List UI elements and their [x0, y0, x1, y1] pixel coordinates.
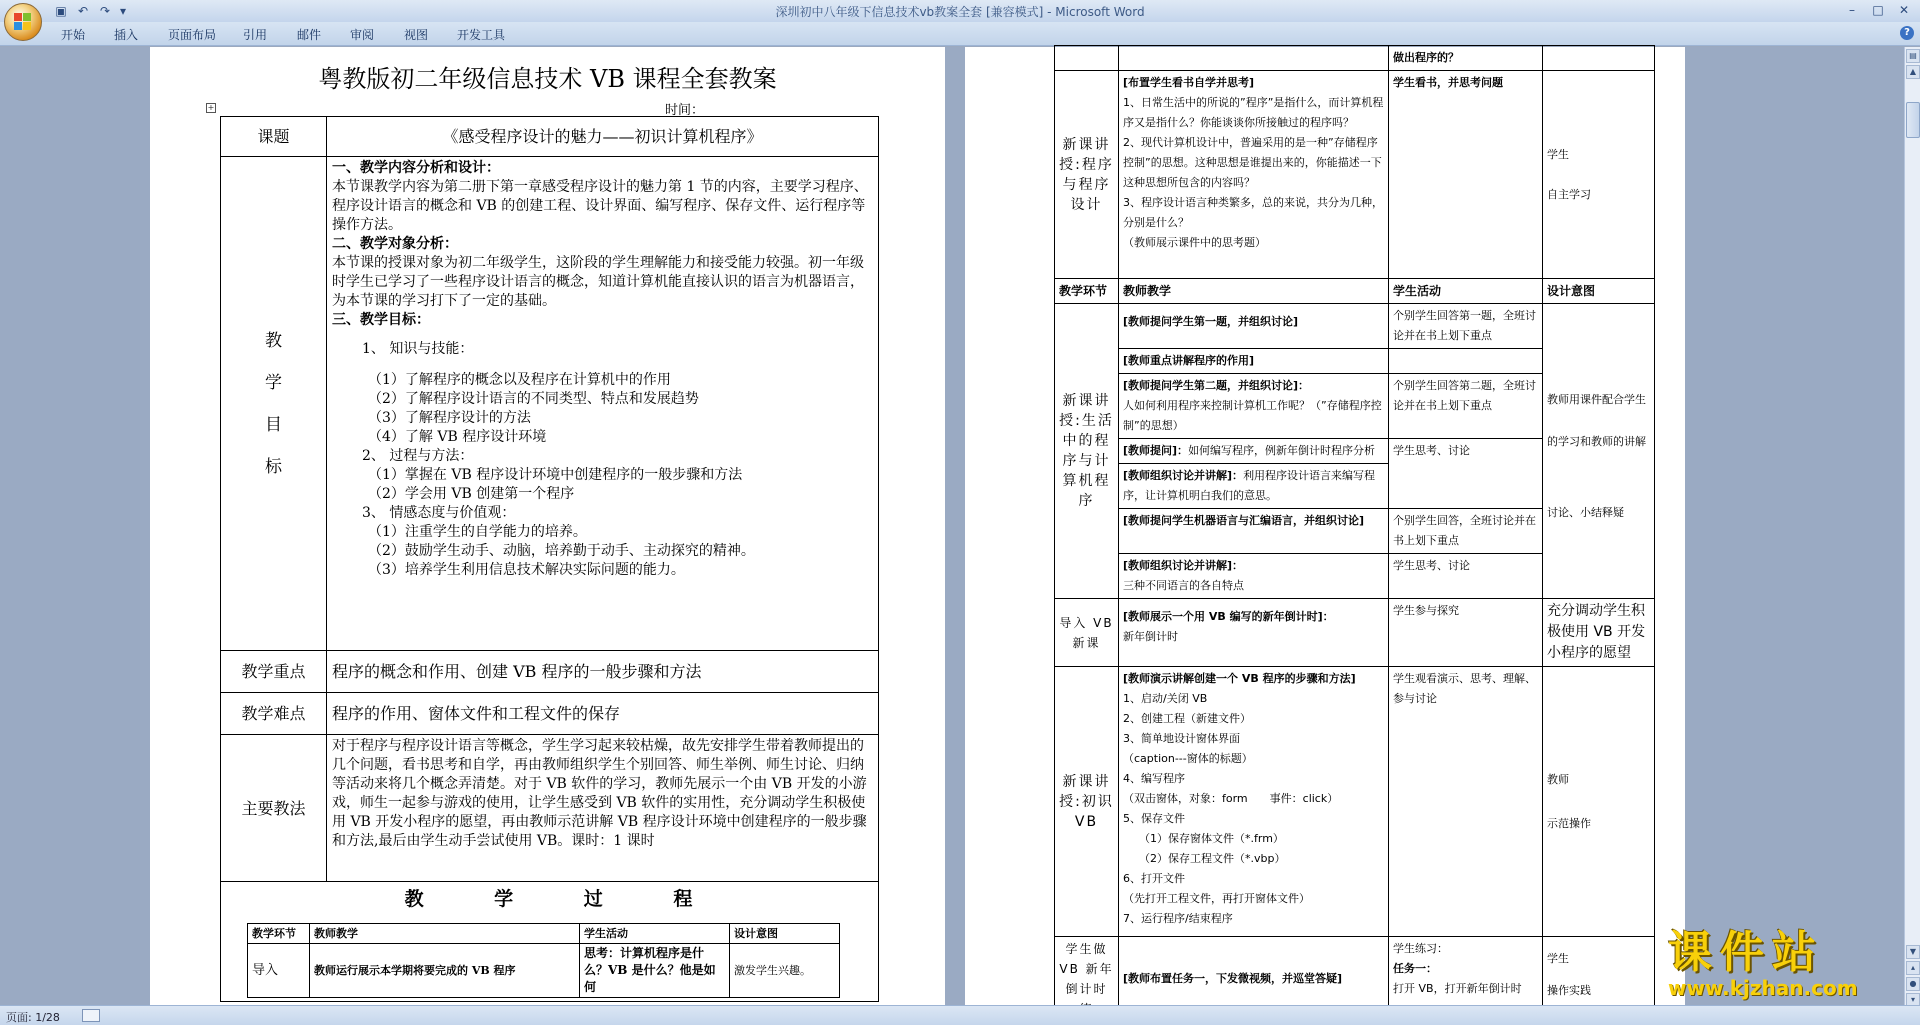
watermark-url: www.kjzhan.com — [1668, 976, 1858, 1000]
topic-value[interactable]: 《感受程序设计的魅力——初识计算机程序》 — [327, 117, 879, 157]
method-value[interactable]: 对于程序与程序设计语言等概念，学生学习起来较枯燥，故先安排学生带着教师提出的几个问题，看书思考和自学，再由教师组织学生个别回答、师生举例、师生讨论、归纳等活动来将几个概念弄清楚。对于 VB 软件的学习，教师先展示一个由 VB 开发的小游戏，师生一起参与游戏的使用，让学生感受到 VB 软件的实用性，充分调动学生积极使用 VB 开发小程序的愿望，再由教师示范讲解 VB 程序设计环境中创建程序的一般步骤和方法,最后由学生动手尝试使用 VB。课时：1 课时 — [327, 735, 879, 882]
teacher-row-title: [教师组织讨论并讲解]： — [1123, 469, 1244, 482]
process-header-student: 学生活动 — [580, 924, 730, 944]
teacher-row-title: [教师提问学生第二题，并组织讨论]： — [1123, 379, 1310, 392]
goal-1-item: （2）了解程序设计语言的不同类型、特点和发展趋势 — [368, 391, 699, 407]
teacher-row-text: 三种不同语言的各自特点 — [1123, 579, 1244, 592]
goal-1-heading: 1、 知识与技能： — [362, 341, 474, 357]
tab-mailings[interactable]: 邮件 — [297, 28, 322, 42]
header-teacher: 教师教学 — [1119, 279, 1389, 304]
teacher-row: [教师提问学生第一题，并组织讨论] — [1119, 304, 1389, 349]
header-student: 学生活动 — [1389, 279, 1543, 304]
task-item: （1）保存窗体文件（*.frm） — [1139, 832, 1284, 845]
intent-line: 讨论、小结释疑 — [1547, 506, 1624, 519]
activity-row — [1389, 349, 1543, 374]
header-stage: 教学环节 — [1055, 279, 1119, 304]
blank-cell — [1543, 46, 1655, 71]
teacher-cell[interactable] — [1119, 71, 1389, 279]
office-button[interactable] — [4, 3, 42, 41]
teacher-row-text: 利用程序设计语言来编写程序，让计算机明白我们的意思。 — [1123, 469, 1376, 502]
goal-2-item: （2）学会用 VB 创建第一个程序 — [368, 486, 575, 502]
teacher-cell — [1119, 599, 1389, 667]
process-title: 教 学 过 程 — [404, 888, 725, 910]
intent-line: 示范操作 — [1547, 816, 1591, 830]
teacher-row — [1119, 464, 1389, 509]
goal-3-item: （2）鼓励学生动手、动脑，培养勤于动手、主动探究的精神。 — [368, 543, 755, 559]
process-header-stage: 教学环节 — [248, 924, 310, 944]
activity-row: 学生思考、讨论 — [1389, 439, 1543, 509]
customize-icon[interactable]: ▾ — [119, 4, 127, 18]
task-item: （2）保存工程文件（*.vbp） — [1139, 852, 1286, 865]
tab-view[interactable]: 视图 — [404, 28, 429, 42]
task-item: （先打开工程文件，再打开窗体文件） — [1123, 892, 1310, 905]
teacher-row-title: [教师展示一个用 VB 编写的新年倒计时]： — [1123, 610, 1334, 623]
intent-cell — [1543, 71, 1655, 279]
activity-cell: 学生看书，并思考问题 — [1389, 71, 1543, 279]
intent-line: 教师 — [1547, 772, 1569, 786]
goal-3-item: （3）培养学生利用信息技术解决实际问题的能力。 — [368, 562, 685, 578]
teacher-row: [教师重点讲解程序的作用] — [1119, 349, 1389, 374]
process-stage-cell: 导入 — [248, 944, 310, 998]
teacher-row-text: 人如何利用程序来控制计算机工作呢？（”存储程序控制”的思想） — [1123, 399, 1382, 432]
help-icon[interactable]: ? — [1900, 26, 1914, 40]
intent-cell — [1543, 304, 1655, 599]
goals-content[interactable] — [327, 157, 879, 651]
goal-3-item: （1）注重学生的自学能力的培养。 — [368, 524, 587, 540]
task-item: 1、启动/关闭 VB — [1123, 692, 1208, 705]
scroll-down-icon[interactable]: ▼ — [1906, 945, 1920, 959]
watermark-text: 课件站 — [1668, 927, 1824, 978]
scroll-up-icon[interactable]: ▲ — [1906, 65, 1920, 79]
goal-1-item: （4）了解 VB 程序设计环境 — [368, 429, 547, 445]
goals-char-1: 教 — [265, 330, 282, 351]
ribbon-tab-bar — [0, 22, 1920, 46]
time-label: 时间： — [665, 103, 705, 118]
stage-cell: 新课讲授:程序与程序设计 — [1055, 71, 1119, 279]
goal-2-item: （1）掌握在 VB 程序设计环境中创建程序的一般步骤和方法 — [368, 467, 743, 483]
task-item: 2、现代计算机设计中，普遍采用的是一种”存储程序控制”的思想。这种思想是谁提出来的，你能描述一下这种思想所包含的内容吗？ — [1123, 136, 1382, 189]
teacher-cell: [教师布置任务一，下发微视频，并巡堂答疑] — [1119, 937, 1389, 1022]
ruler-toggle-icon[interactable]: ▤ — [1906, 49, 1920, 63]
process-table-continued — [1054, 45, 1655, 1022]
task-item: 5、保存文件 — [1123, 812, 1185, 825]
teacher-row — [1119, 554, 1389, 599]
difficulty-label: 教学难点 — [221, 693, 327, 735]
intent-line: 操作实践 — [1547, 984, 1591, 997]
goals-char-4: 标 — [265, 456, 282, 477]
teacher-row — [1119, 439, 1389, 464]
tab-review[interactable]: 审阅 — [350, 28, 375, 42]
task-title: [布置学生看书自学并思考] — [1123, 76, 1255, 89]
goal-3-heading: 3、 情感态度与价值观： — [362, 505, 516, 521]
goal-1-item: （1）了解程序的概念以及程序在计算机中的作用 — [368, 372, 671, 388]
activity-row: 个别学生回答第一题，全班讨论并在书上划下重点 — [1389, 304, 1543, 349]
document-title: 粤教版初二年级信息技术 VB 课程全套教案 — [318, 65, 777, 93]
tab-insert[interactable]: 插入 — [114, 28, 139, 42]
task-item: 2、创建工程（新建文件） — [1123, 712, 1251, 725]
key-points-label: 教学重点 — [221, 651, 327, 693]
activity-row: 学生思考、讨论 — [1389, 554, 1543, 599]
section-1-body: 本节课教学内容为第二册下第一章感受程序设计的魅力第 1 节的内容，主要学习程序、程序设计语言的概念和 VB 的创建工程、设计界面、编写程序、保存文件、运行程序等操作方法。 — [332, 179, 868, 233]
goals-label — [221, 157, 327, 651]
blank-cell — [1055, 46, 1119, 71]
goal-2-heading: 2、 过程与方法： — [362, 448, 474, 464]
task-item: 7、运行程序/结束程序 — [1123, 912, 1233, 925]
activity-line: 学生练习： — [1393, 942, 1448, 955]
task-item: 3、简单地设计窗体界面 — [1123, 732, 1240, 745]
teacher-row-text: 新年倒计时 — [1123, 630, 1178, 643]
tab-developer[interactable]: 开发工具 — [457, 28, 506, 42]
activity-cell: 学生观看演示、思考、理解、参与讨论 — [1389, 667, 1543, 937]
tab-references[interactable]: 引用 — [243, 28, 268, 42]
teacher-row-text: 如何编写程序，例新年倒计时程序分析 — [1188, 444, 1376, 457]
process-header-intent: 设计意图 — [730, 924, 840, 944]
header-intent: 设计意图 — [1543, 279, 1655, 304]
page-2[interactable] — [965, 47, 1685, 1005]
activity-line: 任务一： — [1393, 962, 1437, 975]
task-item: 3、程序设计语言种类繁多，总的来说，共分为几种，分别是什么？ — [1123, 196, 1383, 229]
document-workspace — [0, 47, 1904, 1005]
stage-cell: 导入 VB 新课 — [1055, 599, 1119, 667]
section-2-body: 本节课的授课对象为初二年级学生，这阶段的学生理解能力和接受能力较强。初一年级时学生已学习了一些程序设计语言的概念，知道计算机能直接认识的语言为机器语言，为本节课的学习打下了一定的基础。 — [332, 255, 864, 309]
continuation-cell: 做出程序的？ — [1389, 46, 1543, 71]
task-title: [教师演示讲解创建一个 VB 程序的步骤和方法] — [1123, 672, 1356, 685]
proofing-icon[interactable] — [82, 1009, 100, 1022]
page-counter[interactable]: 页面: 1/28 — [6, 1011, 60, 1024]
maximize-icon[interactable]: □ — [1872, 3, 1884, 17]
window-controls — [1840, 1, 1916, 19]
topic-label: 课题 — [221, 117, 327, 157]
task-item: （教师展示课件中的思考题） — [1123, 236, 1266, 249]
task-item: （双击窗体，对象：form 事件：click） — [1123, 792, 1339, 805]
goals-char-3: 目 — [265, 414, 282, 435]
intent-line: 教师用课件配合学生的学习和教师的讲解 — [1547, 393, 1646, 448]
goal-1-item: （3）了解程序设计的方法 — [368, 410, 531, 426]
key-points-value[interactable]: 程序的概念和作用、创建 VB 程序的一般步骤和方法 — [327, 651, 879, 693]
previous-page-icon[interactable]: ▴ — [1906, 961, 1920, 975]
vertical-scrollbar[interactable] — [1904, 47, 1920, 1005]
activity-cell: 学生参与探究 — [1389, 599, 1543, 667]
status-bar — [0, 1005, 1920, 1025]
intent-line: 学生 — [1547, 952, 1569, 965]
process-table — [247, 923, 840, 998]
minimize-icon[interactable]: – — [1849, 3, 1855, 17]
task-item: （caption---窗体的标题） — [1123, 752, 1253, 765]
difficulty-value[interactable]: 程序的作用、窗体文件和工程文件的保存 — [327, 693, 879, 735]
tab-page-layout[interactable]: 页面布局 — [168, 28, 217, 42]
task-item: 4、编写程序 — [1123, 772, 1185, 785]
intent-cell: 充分调动学生积极使用 VB 开发小程序的愿望 — [1543, 599, 1655, 667]
blank-cell — [1119, 46, 1389, 71]
task-item: 1、日常生活中的所说的”程序”是指什么，而计算机程序又是指什么？你能谈谈你所接触过的程序吗？ — [1123, 96, 1384, 129]
window-title: 深圳初中八年级下信息技术vb教案全套 [兼容模式] - Microsoft Word — [775, 5, 1145, 19]
process-intent-cell: 激发学生兴趣。 — [730, 944, 840, 998]
teacher-row-title: [教师提问]： — [1123, 444, 1189, 457]
section-3-title: 三、教学目标： — [332, 312, 430, 328]
tab-home[interactable]: 开始 — [61, 28, 86, 42]
table-move-handle-icon[interactable]: + — [207, 103, 215, 112]
stage-cell: 新课讲授:初识 VB — [1055, 667, 1119, 937]
intent-line: 学生 — [1547, 147, 1569, 161]
scroll-thumb[interactable] — [1906, 102, 1920, 138]
method-label: 主要教法 — [221, 735, 327, 882]
select-browse-object-icon[interactable]: ● — [1906, 977, 1920, 991]
process-teacher-cell: 教师运行展示本学期将要完成的 VB 程序 — [310, 944, 580, 998]
activity-row: 个别学生回答第二题，全班讨论并在书上划下重点 — [1389, 374, 1543, 439]
process-cell — [221, 882, 879, 1002]
task-item: 6、打开文件 — [1123, 872, 1185, 885]
intent-cell — [1543, 667, 1655, 937]
goals-char-2: 学 — [265, 372, 282, 393]
teacher-row: [教师提问学生机器语言与汇编语言，并组织讨论] — [1119, 509, 1389, 554]
intent-line: 自主学习 — [1547, 187, 1591, 201]
title-bar — [0, 0, 1920, 22]
save-icon[interactable]: ▣ — [55, 4, 67, 18]
next-page-icon[interactable]: ▾ — [1906, 993, 1920, 1007]
section-2-title: 二、教学对象分析： — [332, 236, 458, 252]
activity-row: 个别学生回答，全班讨论并在书上划下重点 — [1389, 509, 1543, 554]
teacher-row-title: [教师组织讨论并讲解]： — [1123, 559, 1244, 572]
redo-icon[interactable]: ↷ — [99, 4, 111, 18]
office-logo-icon — [14, 13, 32, 31]
stage-cell: 学生做 VB 新年倒计时 — [1055, 937, 1119, 1022]
site-watermark — [1668, 927, 1908, 1000]
section-1-title: 一、教学内容分析和设计： — [332, 160, 500, 176]
stage-cell: 新课讲授:生活中的程序与计算机程序 — [1055, 304, 1119, 599]
activity-line: 打开 VB，打开新年倒计时 — [1393, 982, 1522, 995]
lesson-plan-table — [220, 116, 879, 1002]
teacher-cell[interactable] — [1119, 667, 1389, 937]
teacher-row — [1119, 374, 1389, 439]
page-1[interactable] — [150, 47, 945, 1005]
process-header-teacher: 教师教学 — [310, 924, 580, 944]
close-icon[interactable]: ✕ — [1898, 3, 1910, 17]
undo-icon[interactable]: ↶ — [77, 4, 89, 18]
process-student-cell: 思考：计算机程序是什么？VB 是什么？他是如何 — [580, 944, 730, 998]
